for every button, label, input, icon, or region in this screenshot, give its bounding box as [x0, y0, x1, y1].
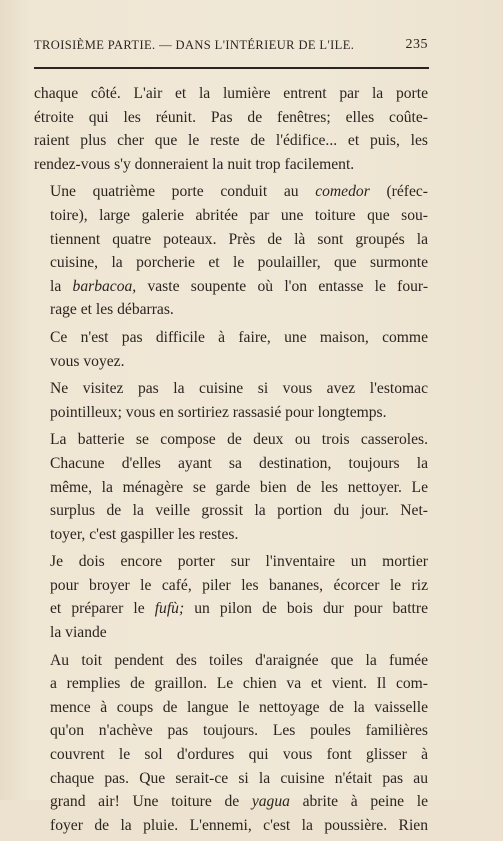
text-line: a remplies de graillon. Le chien va et vient. Il com-: [50, 675, 428, 693]
text-line: Ne visitez pas la cuisine si vous avez l'estomac: [50, 380, 428, 398]
text-line: étroite qui les réunit. Pas de fenêtres; elles coûte-: [34, 108, 428, 126]
paragraph-5: [34, 428, 428, 546]
text-run: la: [50, 277, 73, 295]
text-line: cuisine, la porcherie et le poulailler, que surmonte: [50, 254, 428, 272]
text-line: chaque pas. Que serait-ce si la cuisine n'était pas au: [50, 769, 428, 787]
text-line: couvrent le sol d'ordures qui vous font glisser à: [50, 746, 428, 764]
text-line: vous voyez.: [50, 352, 125, 370]
text-line: même, la ménagère se garde bien de les nettoyer. Le: [50, 478, 428, 496]
paragraph-6: [34, 550, 428, 644]
italic-term: yagua: [251, 793, 290, 811]
text-line: raient plus cher que le reste de l'édifice... et puis, les: [34, 132, 428, 150]
italic-term: barbacoa,: [72, 277, 137, 295]
text-line: Au toit pendent des toiles d'araignée que la fumée: [50, 651, 428, 669]
text-run: abrite à peine le: [289, 793, 428, 811]
paragraph-3: [34, 326, 428, 373]
running-title: TROISIÈME PARTIE. — DANS L'INTÉRIEUR DE L'ILE.: [34, 38, 355, 52]
italic-term: comedor: [315, 183, 370, 201]
text-line: [34, 597, 428, 621]
text-line: Je dois encore porter sur l'inventaire un mortier: [50, 553, 428, 571]
text-line: qu'on n'achève pas toujours. Les poules familières: [50, 722, 428, 740]
text-line: La batterie se compose de deux ou trois casseroles.: [50, 431, 428, 449]
text-run: (réfec-: [369, 183, 428, 201]
text-line: tiennent quatre poteaux. Près de là sont groupés la: [50, 230, 428, 248]
text-line: toire), large galerie abritée par une toiture que sou-: [50, 206, 428, 224]
text-run: Une quatrième porte conduit au: [50, 183, 316, 201]
text-line: rage et les débarras.: [50, 301, 174, 319]
paragraph-2: [34, 180, 428, 322]
paragraph-7: [34, 649, 428, 838]
text-run: grand air! Une toiture de: [50, 793, 252, 811]
text-line: la viande: [50, 624, 107, 642]
page-body: [34, 82, 428, 841]
text-run: vaste soupente où l'on entasse le four-: [136, 277, 429, 295]
paragraph-4: [34, 377, 428, 424]
text-line: pointilleux; vous en sortiriez rassasié pour longtemps.: [50, 403, 387, 421]
text-line: Chacune d'elles ayant sa destination, toujours la: [50, 454, 428, 472]
text-run: et préparer le: [50, 600, 155, 618]
paragraph-1: [34, 82, 428, 176]
text-run: un pilon de bois dur pour battre: [184, 600, 428, 618]
page-number: 235: [405, 37, 428, 52]
text-line: [34, 180, 428, 204]
text-line: rendez-vous s'y donneraient la nuit trop facilement.: [34, 155, 355, 173]
text-line: toyer, c'est gaspiller les restes.: [50, 525, 239, 543]
running-header: [34, 38, 428, 53]
text-line: mence à coups de langue le nettoyage de la vaisselle: [50, 698, 428, 716]
text-line: pour broyer le café, piler les bananes, écorcer le riz: [50, 576, 428, 594]
text-line: Ce n'est pas difficile à faire, une maison, comme: [50, 328, 428, 346]
text-line: surplus de la veille grossit la portion du jour. Net-: [50, 502, 428, 520]
text-line: [34, 790, 428, 814]
text-line: foyer de la pluie. L'ennemi, c'est la poussière. Rien: [50, 816, 428, 834]
text-line: chaque côté. L'air et la lumière entrent par la porte: [34, 85, 428, 102]
text-line: [34, 275, 428, 299]
italic-term: fufù;: [154, 600, 185, 618]
header-rule: [34, 67, 429, 69]
